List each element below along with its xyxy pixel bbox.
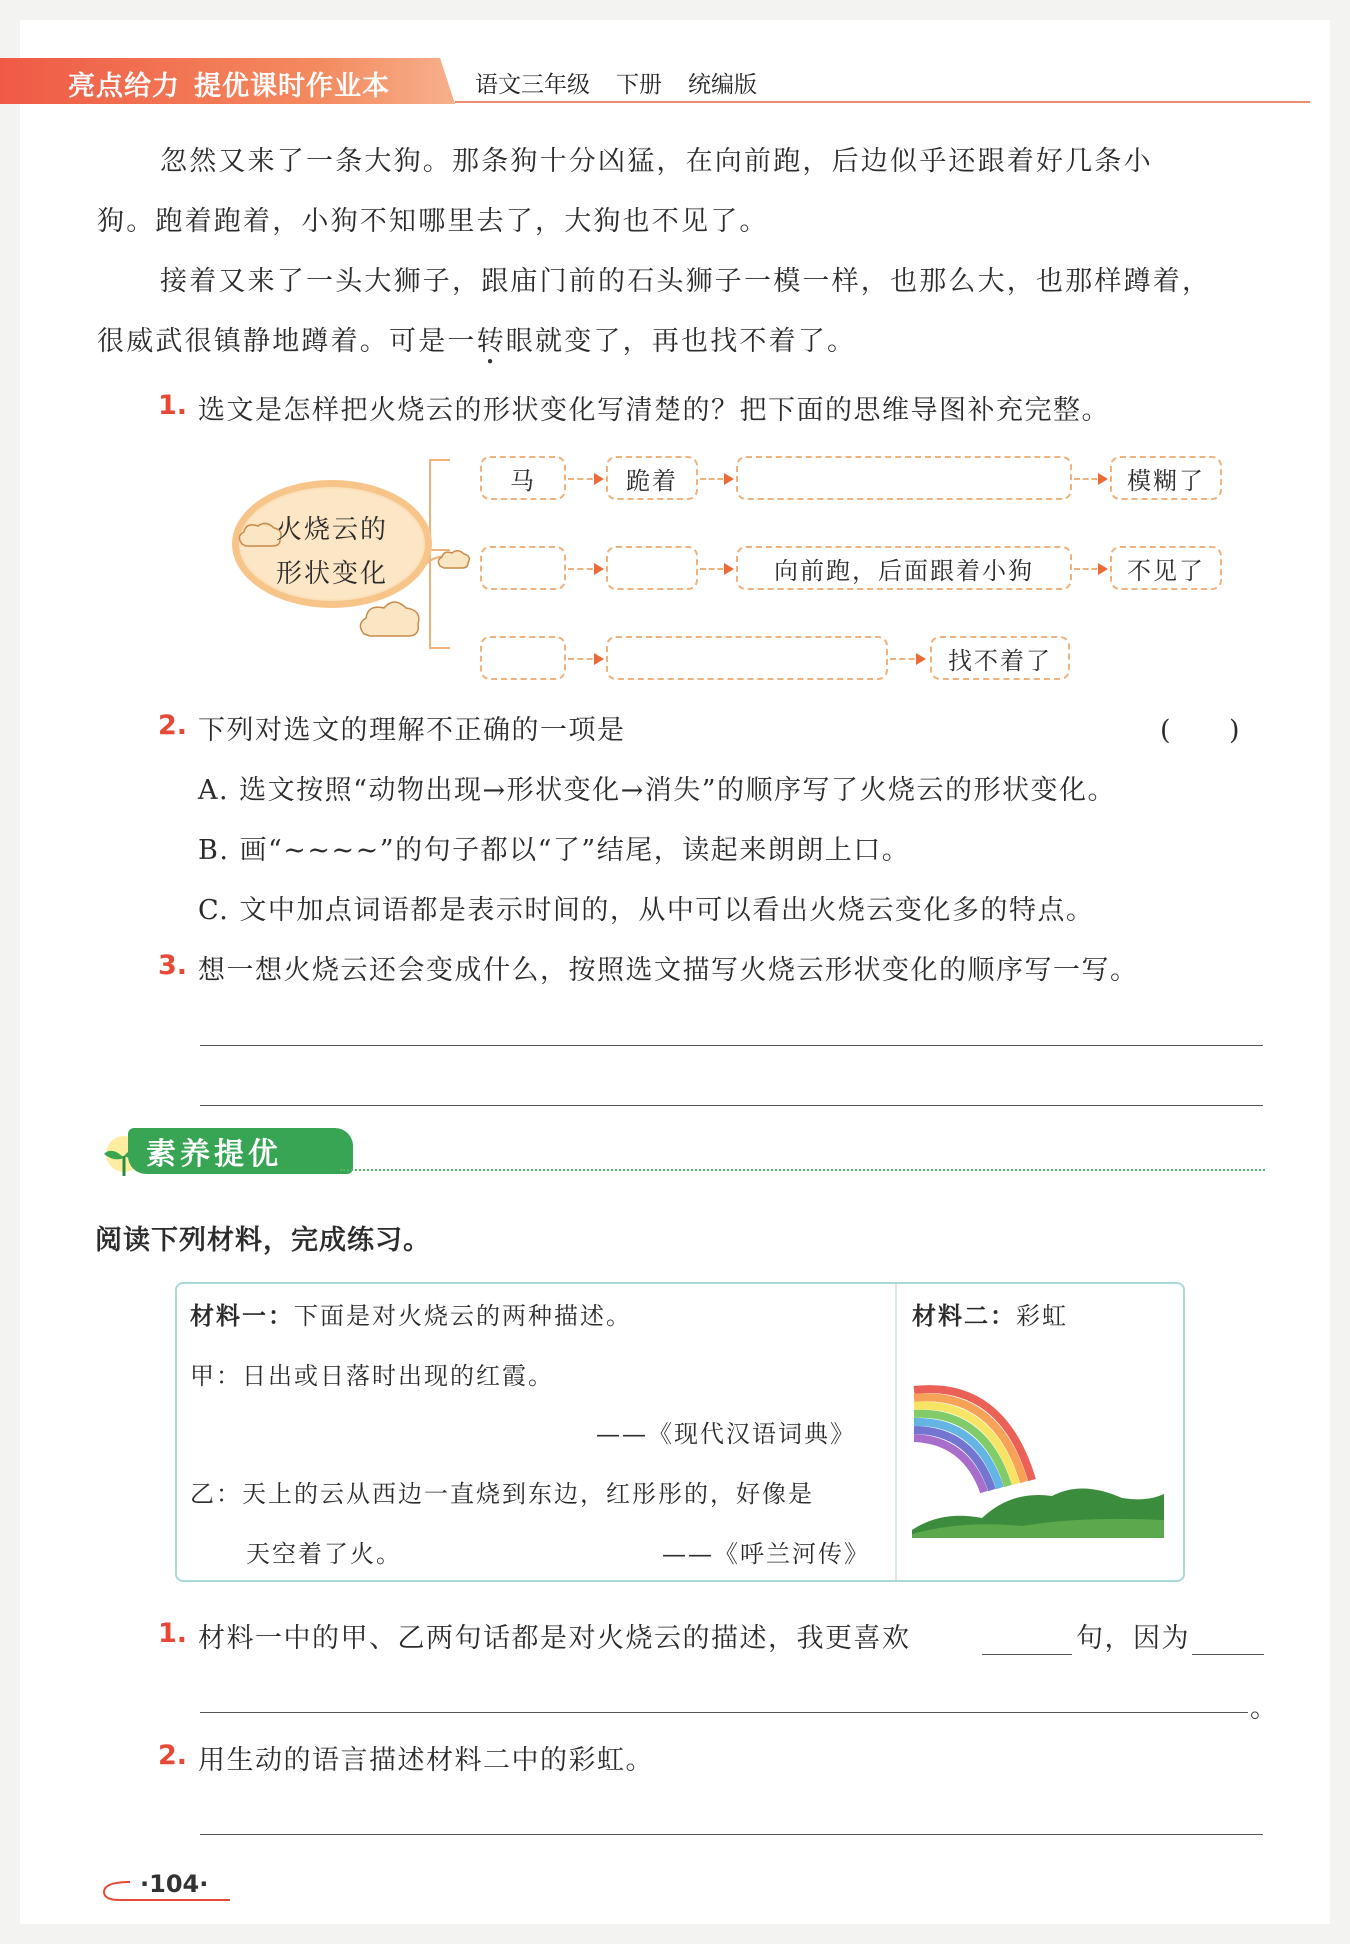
mindmap-blank-node[interactable] <box>606 546 698 590</box>
option-b[interactable]: B. 画“~~~~”的句子都以“了”结尾，读起来朗朗上口。 <box>198 835 911 866</box>
book-title <box>68 64 404 103</box>
section-intro: 阅读下列材料，完成练习。 <box>95 1225 431 1256</box>
material-two-desc: 彩虹 <box>1016 1302 1068 1330</box>
question-number: 1. <box>158 390 188 421</box>
arrow-icon <box>568 478 602 482</box>
option-c[interactable]: C. 文中加点词语都是表示时间的，从中可以看出火烧云变化多的特点。 <box>198 895 1095 926</box>
material-two-heading <box>912 1296 1068 1331</box>
header-rule <box>455 101 1310 103</box>
material-yi-source: ——《呼兰河传》 <box>662 1540 870 1568</box>
materials-divider <box>895 1284 897 1580</box>
edition-label: 统编版 <box>688 72 757 98</box>
sentence-end: 。 <box>1250 1693 1279 1724</box>
rainbow-image <box>912 1370 1168 1540</box>
volume-label: 下册 <box>616 72 662 98</box>
header-meta <box>475 66 783 99</box>
cloud-icon <box>356 596 426 642</box>
question-number: 1. <box>158 1618 188 1649</box>
material-one-title: 材料一： <box>190 1302 294 1330</box>
mindmap-blank-node[interactable] <box>736 456 1072 500</box>
material-yi-line: 天空着了火。 <box>246 1540 402 1568</box>
question-number: 3. <box>158 950 188 981</box>
arrow-icon <box>568 658 602 662</box>
mindmap-blank-node[interactable] <box>480 636 566 680</box>
answer-bracket[interactable]: ( ) <box>1160 715 1242 746</box>
question-number: 2. <box>158 1740 188 1771</box>
arrow-icon <box>890 658 924 662</box>
mindmap-blank-node[interactable] <box>480 546 566 590</box>
question-number: 2. <box>158 710 188 741</box>
answer-line[interactable] <box>200 1105 1263 1106</box>
mindmap-node: 找不着了 <box>930 636 1070 680</box>
answer-line[interactable] <box>200 1712 1248 1713</box>
material-jia: 甲：日出或日落时出现的红霞。 <box>190 1362 554 1390</box>
mindmap-node: 向前跑，后面跟着小狗 <box>736 546 1072 590</box>
material-one-desc: 下面是对火烧云的两种描述。 <box>294 1302 632 1330</box>
mindmap-node: 不见了 <box>1110 546 1222 590</box>
center-line: 形状变化 <box>275 559 388 589</box>
mindmap-blank-node[interactable] <box>606 636 888 680</box>
answer-line[interactable] <box>200 1834 1263 1835</box>
passage-line: 狗。跑着跑着，小狗不知哪里去了，大狗也不见了。 <box>97 206 769 237</box>
answer-line[interactable] <box>200 1045 1263 1046</box>
question-text: 下列对选文的理解不正确的一项是 <box>198 715 626 746</box>
section-rule <box>340 1169 1265 1171</box>
passage-line: 忽然又来了一条大狗。那条狗十分凶猛，在向前跑，后边似乎还跟着好几条小 <box>160 146 1153 177</box>
passage-text: 就变了，再也找不着了。 <box>535 326 857 357</box>
mindmap-node: 模糊了 <box>1110 456 1222 500</box>
passage-line <box>97 325 856 359</box>
passage-text: 很威武很镇静地蹲着。可是 <box>97 326 448 357</box>
material-jia-source: ——《现代汉语词典》 <box>596 1420 856 1448</box>
passage-line: 接着又来了一头大狮子，跟庙门前的石头狮子一模一样，也那么大，也那样蹲着， <box>160 266 1212 297</box>
material-two-title: 材料二： <box>912 1302 1016 1330</box>
page-number: ·104· <box>140 1870 209 1898</box>
material-yi-line: 乙：天上的云从西边一直烧到东边，红彤彤的，好像是 <box>190 1480 814 1508</box>
mindmap-node: 跪着 <box>606 456 698 500</box>
question-text: 材料一中的甲、乙两句话都是对火烧云的描述，我更喜欢 <box>198 1623 911 1654</box>
option-a[interactable]: A. 选文按照“动物出现→形状变化→消失”的顺序写了火烧云的形状变化。 <box>198 775 1117 806</box>
arrow-icon <box>1074 478 1106 482</box>
book-title-main: 亮点给力 <box>68 71 180 102</box>
question-text: 选文是怎样把火烧云的形状变化写清楚的？把下面的思维导图补充完整。 <box>198 395 1110 426</box>
subject-label: 语文三年级 <box>475 72 590 98</box>
book-subtitle: 提优课时作业本 <box>194 71 390 102</box>
center-line: 火烧云的 <box>275 515 388 545</box>
mindmap-center-label <box>232 508 432 596</box>
question-text: 用生动的语言描述材料二中的彩虹。 <box>198 1745 654 1776</box>
mindmap-node: 马 <box>480 456 566 500</box>
dotted-word: 一转眼 <box>447 326 536 357</box>
arrow-icon <box>568 568 602 572</box>
question-text: 句，因为 <box>1076 1623 1190 1654</box>
answer-blank[interactable] <box>1192 1654 1264 1655</box>
arrow-icon <box>700 568 732 572</box>
cloud-icon <box>436 548 472 572</box>
arrow-icon <box>1074 568 1106 572</box>
question-text: 想一想火烧云还会变成什么，按照选文描写火烧云形状变化的顺序写一写。 <box>198 955 1139 986</box>
section-badge: 素养提优 <box>128 1128 353 1174</box>
arrow-icon <box>700 478 732 482</box>
answer-blank[interactable] <box>982 1654 1072 1655</box>
material-one-heading <box>190 1296 632 1331</box>
